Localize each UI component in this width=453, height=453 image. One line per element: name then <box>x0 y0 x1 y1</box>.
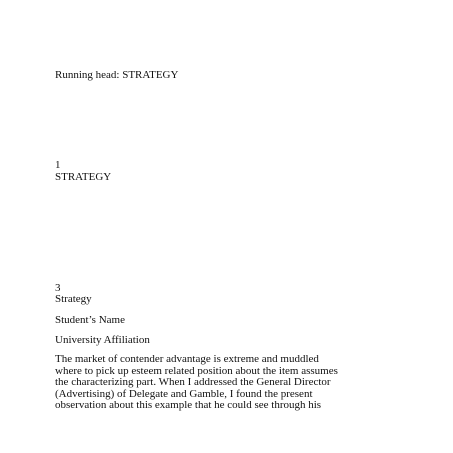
page-header: STRATEGY <box>55 171 112 183</box>
document-title: Strategy <box>55 293 92 305</box>
paragraph-line: The market of contender advantage is extreme and muddled <box>55 353 319 365</box>
page-number: 1 <box>55 159 61 171</box>
running-head: Running head: STRATEGY <box>55 69 179 81</box>
paragraph-line: observation about this example that he could see through his <box>55 399 322 412</box>
university-affiliation: University Affiliation <box>55 334 150 346</box>
student-name: Student’s Name <box>55 314 125 326</box>
paragraph-line: the characterizing part. When I addressed the General Director <box>55 376 331 389</box>
page-number: 3 <box>55 282 61 294</box>
paragraph-line: where to pick up esteem related position about the item assumes <box>55 364 338 377</box>
body-paragraph <box>55 354 405 412</box>
paragraph-line: (Advertising) of Delegate and Gamble, I found the present <box>55 387 313 400</box>
